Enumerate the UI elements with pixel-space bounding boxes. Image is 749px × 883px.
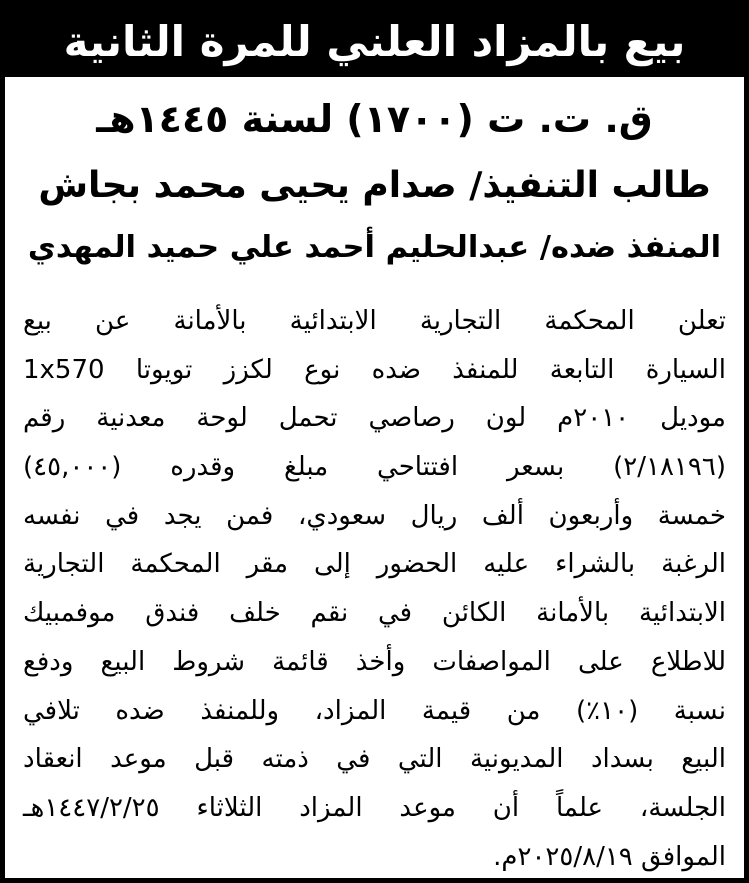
notice-body: [23, 297, 726, 881]
body-line: نسبة (١٠٪) من قيمة المزاد، وللمنفذ ضده تلافي: [23, 695, 727, 726]
body-line: الابتدائية بالأمانة الكائن في نقم خلف فندق موفمبيك: [23, 598, 726, 629]
body-line: تعلن المحكمة التجارية الابتدائية بالأمانة عن بيع: [23, 306, 726, 336]
execution-respondent: المنفذ ضده/ عبدالحليم أحمد علي حميد المهدي: [27, 230, 722, 265]
body-line: الموافق ٢٠٢٥/٨/١٩م.: [493, 841, 726, 872]
body-line: الرغبة بالشراء عليه الحضور إلى مقر المحكمة التجارية: [23, 549, 726, 580]
header-band: [5, 5, 744, 77]
execution-applicant: طالب التنفيذ/ صدام يحيى محمد بجاش: [38, 165, 711, 206]
body-line: السيارة التابعة للمنفذ ضده نوع لكزز تويوتا 1x570: [23, 354, 726, 385]
body-line: للاطلاع على المواصفات وأخذ قائمة شروط البيع ودفع: [23, 646, 726, 677]
notice-title: بيع بالمزاد العلني للمرة الثانية: [63, 16, 686, 66]
case-number: ق. ت. ت (١٧٠٠) لسنة ١٤٤٥هـ: [96, 97, 653, 141]
body-line: البيع بسداد المديونية التي في ذمته قبل موعد انعقاد: [23, 744, 726, 775]
body-line: خمسة وأربعون ألف ريال سعودي، فمن يجد في نفسه: [23, 500, 726, 531]
body-line: موديل ٢٠١٠م لون رصاصي تحمل لوحة معدنية رقم: [23, 403, 726, 434]
body-line: الجلسة، علماً أن موعد المزاد الثلاثاء ١٤٤٧/٢/٢٥هـ: [23, 792, 726, 823]
body-line: (٢/١٨١٩٦) بسعر افتتاحي مبلغ وقدره (٤٥,٠٠٠): [23, 452, 726, 483]
